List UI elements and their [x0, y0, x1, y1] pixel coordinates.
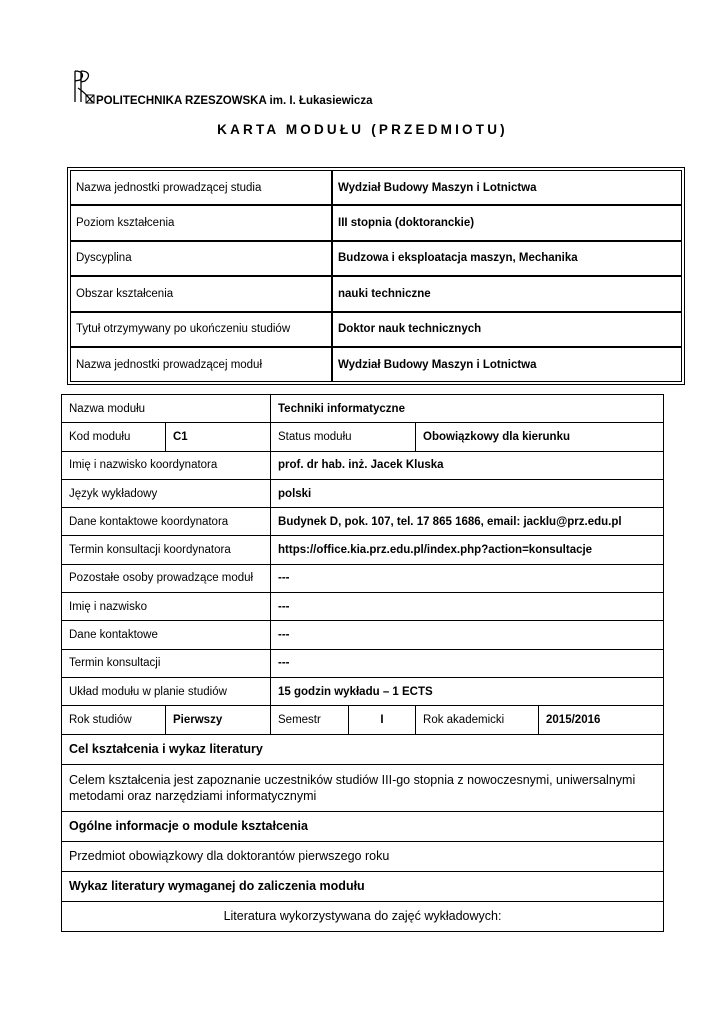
semester-label: Semestr — [271, 706, 349, 734]
coordinator-label: Imię i nazwisko koordynatora — [62, 451, 271, 479]
row-label: Tytuł otrzymywany po ukończeniu studiów — [70, 312, 332, 347]
table-row — [70, 170, 682, 205]
person-consult-label: Termin konsultacji — [62, 649, 271, 677]
year-label: Rok studiów — [62, 706, 166, 734]
document-header — [72, 68, 672, 108]
table-row — [62, 479, 664, 507]
coordinator-value: prof. dr hab. inż. Jacek Kluska — [271, 451, 664, 479]
table-row — [62, 536, 664, 564]
table-row — [70, 205, 682, 240]
others-label: Pozostałe osoby prowadzące moduł — [62, 564, 271, 592]
module-name-label: Nazwa modułu — [62, 395, 271, 423]
academic-year-value: 2015/2016 — [539, 706, 664, 734]
table-row — [70, 276, 682, 311]
literature-text: Literatura wykorzystywana do zajęć wykładowych: — [62, 901, 664, 931]
table-row — [62, 593, 664, 621]
academic-year-label: Rok akademicki — [416, 706, 539, 734]
table-row — [62, 734, 664, 764]
table-row — [62, 395, 664, 423]
table-row — [70, 241, 682, 276]
person-contact-value: --- — [271, 621, 664, 649]
general-heading: Ogólne informacje o module kształcenia — [62, 811, 664, 841]
plan-value: 15 godzin wykładu – 1 ECTS — [271, 677, 664, 705]
table-row — [62, 451, 664, 479]
person-value: --- — [271, 593, 664, 621]
table-row — [62, 871, 664, 901]
row-label: Obszar kształcenia — [70, 276, 332, 311]
row-value: Budzowa i eksploatacja maszyn, Mechanika — [332, 241, 682, 276]
table-row — [62, 841, 664, 871]
consult-label: Termin konsultacji koordynatora — [62, 536, 271, 564]
table-row — [70, 347, 682, 382]
table-row — [62, 764, 664, 811]
page-title: KARTA MODUŁU (PRZEDMIOTU) — [217, 122, 508, 137]
others-value: --- — [271, 564, 664, 592]
university-name: POLITECHNIKA RZESZOWSKA im. I. Łukasiewicza — [96, 95, 373, 107]
row-label: Dyscyplina — [70, 241, 332, 276]
year-value: Pierwszy — [166, 706, 271, 734]
language-value: polski — [271, 479, 664, 507]
table-row — [62, 564, 664, 592]
row-value: Doktor nauk technicznych — [332, 312, 682, 347]
row-label: Nazwa jednostki prowadzącej moduł — [70, 347, 332, 382]
module-name-value: Techniki informatyczne — [271, 395, 664, 423]
semester-value: I — [349, 706, 416, 734]
row-value: Wydział Budowy Maszyn i Lotnictwa — [332, 170, 682, 205]
table-row — [62, 706, 664, 734]
unit-table — [67, 167, 685, 385]
goal-text: Celem kształcenia jest zapoznanie uczestników studiów III-go stopnia z nowoczesnymi, uniwersalnymi metodami oraz narzędziami informatycznymi — [62, 764, 664, 811]
general-text: Przedmiot obowiązkowy dla doktorantów pierwszego roku — [62, 841, 664, 871]
module-status-label: Status modułu — [271, 423, 416, 451]
goal-heading: Cel kształcenia i wykaz literatury — [62, 734, 664, 764]
table-row — [62, 649, 664, 677]
table-row — [70, 312, 682, 347]
table-row — [62, 508, 664, 536]
person-contact-label: Dane kontaktowe — [62, 621, 271, 649]
person-consult-value: --- — [271, 649, 664, 677]
table-row — [62, 423, 664, 451]
module-code-label: Kod modułu — [62, 423, 166, 451]
language-label: Język wykładowy — [62, 479, 271, 507]
table-row — [62, 621, 664, 649]
module-status-value: Obowiązkowy dla kierunku — [416, 423, 664, 451]
contact-value: Budynek D, pok. 107, tel. 17 865 1686, email: jacklu@prz.edu.pl — [271, 508, 664, 536]
table-row — [62, 901, 664, 931]
module-table — [61, 394, 664, 932]
person-label: Imię i nazwisko — [62, 593, 271, 621]
literature-heading: Wykaz literatury wymaganej do zaliczenia modułu — [62, 871, 664, 901]
politechnika-logo-icon — [72, 68, 96, 106]
row-value: nauki techniczne — [332, 276, 682, 311]
table-row — [62, 811, 664, 841]
contact-label: Dane kontaktowe koordynatora — [62, 508, 271, 536]
row-label: Nazwa jednostki prowadzącej studia — [70, 170, 332, 205]
module-code-value: C1 — [166, 423, 271, 451]
consult-value: https://office.kia.prz.edu.pl/index.php?action=konsultacje — [271, 536, 664, 564]
plan-label: Układ modułu w planie studiów — [62, 677, 271, 705]
table-row — [62, 677, 664, 705]
row-value: III stopnia (doktoranckie) — [332, 205, 682, 240]
row-value: Wydział Budowy Maszyn i Lotnictwa — [332, 347, 682, 382]
row-label: Poziom kształcenia — [70, 205, 332, 240]
